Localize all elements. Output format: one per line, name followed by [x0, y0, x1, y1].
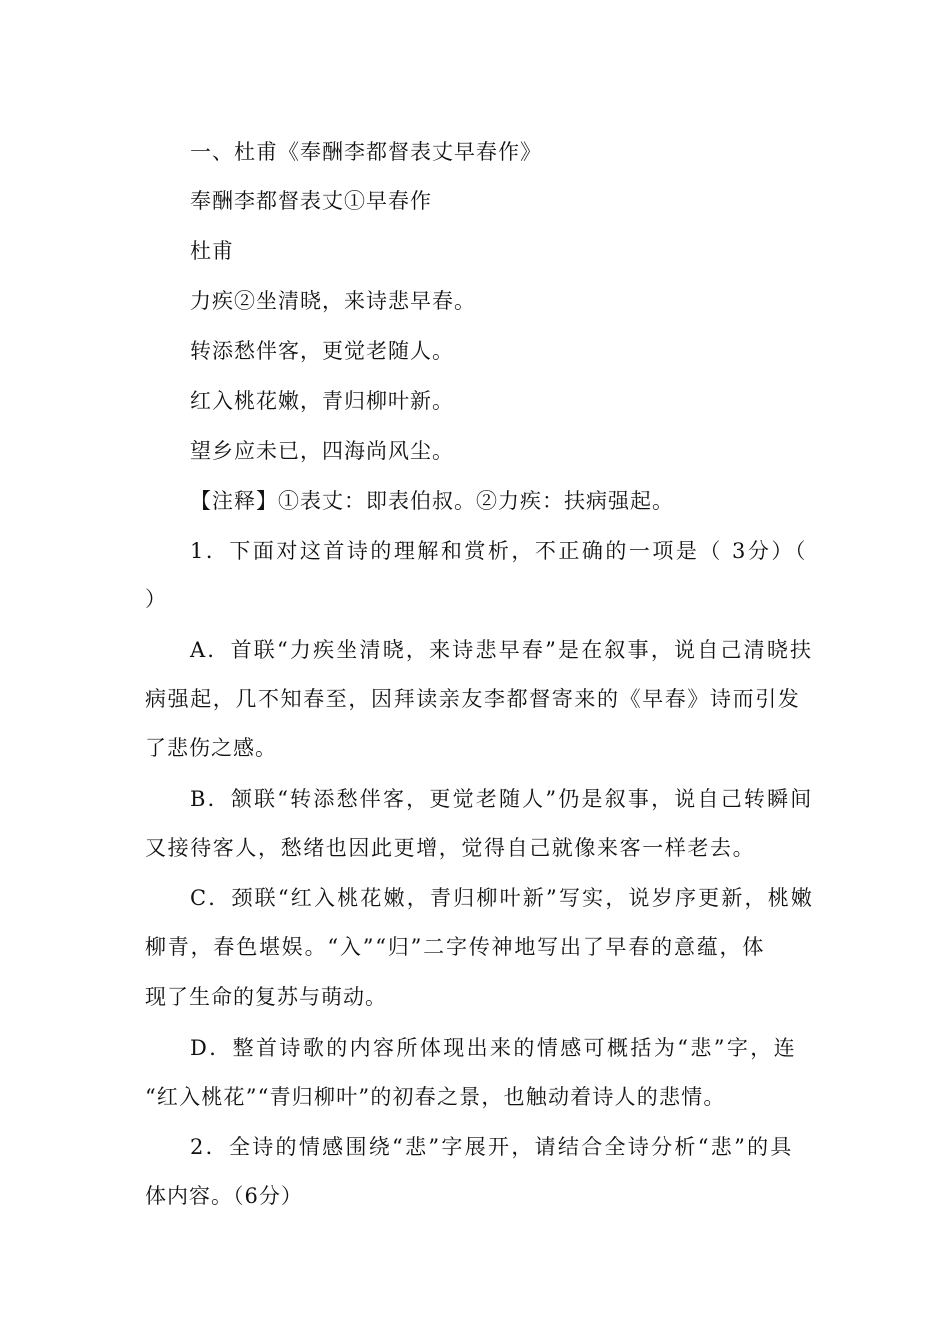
poem-line-3: 红入桃花嫩，青归柳叶新。	[190, 389, 454, 413]
poem-author: 杜甫	[190, 239, 234, 263]
question-1-stem-line-1: 1．下面对这首诗的理解和赏析，不正确的一项是（ 3分）（	[190, 539, 808, 563]
question-1-stem-line-2: ）	[145, 587, 167, 611]
poem-line-1: 力疾②坐清晓，来诗悲早春。	[190, 289, 476, 313]
option-b-line-2: 又接待客人，愁绪也因此更增，觉得自己就像来客一样老去。	[145, 836, 756, 860]
poem-title: 奉酬李都督表丈①早春作	[190, 189, 432, 213]
section-heading: 一、杜甫《奉酬李都督表丈早春作》	[190, 140, 542, 164]
question-2-line-1: 2．全诗的情感围绕“悲”字展开，请结合全诗分析“悲”的具	[190, 1135, 794, 1159]
option-c-line-2: 柳青，春色堪娱。“入”“归”二字传神地写出了早春的意蕴，体	[145, 935, 766, 959]
option-b-line-1: B．颔联“转添愁伴客，更觉老随人”仍是叙事，说自己转瞬间	[190, 787, 814, 811]
option-c-line-1: C．颈联“红入桃花嫩，青归柳叶新”写实，说岁序更新，桃嫩	[190, 886, 815, 910]
poem-line-4: 望乡应未已，四海尚风尘。	[190, 439, 454, 463]
question-2-line-2: 体内容。（6分）	[145, 1184, 303, 1208]
option-a-line-3: 了悲伤之感。	[145, 736, 277, 760]
option-c-line-3: 现了生命的复苏与萌动。	[145, 985, 387, 1009]
poem-line-2: 转添愁伴客，更觉老随人。	[190, 339, 454, 363]
option-d-line-2: “红入桃花”“青归柳叶”的初春之景，也触动着诗人的悲情。	[145, 1085, 726, 1109]
option-a-line-2: 病强起，几不知春至，因拜读亲友李都督寄来的《早春》诗而引发	[145, 687, 801, 711]
option-d-line-1: D．整首诗歌的内容所体现出来的情感可概括为“悲”字，连	[190, 1036, 798, 1060]
option-a-line-1: A．首联“力疾坐清晓，来诗悲早春”是在叙事，说自己清晓扶	[190, 638, 814, 662]
poem-note: 【注释】①表丈：即表伯叔。②力疾：扶病强起。	[190, 489, 674, 513]
